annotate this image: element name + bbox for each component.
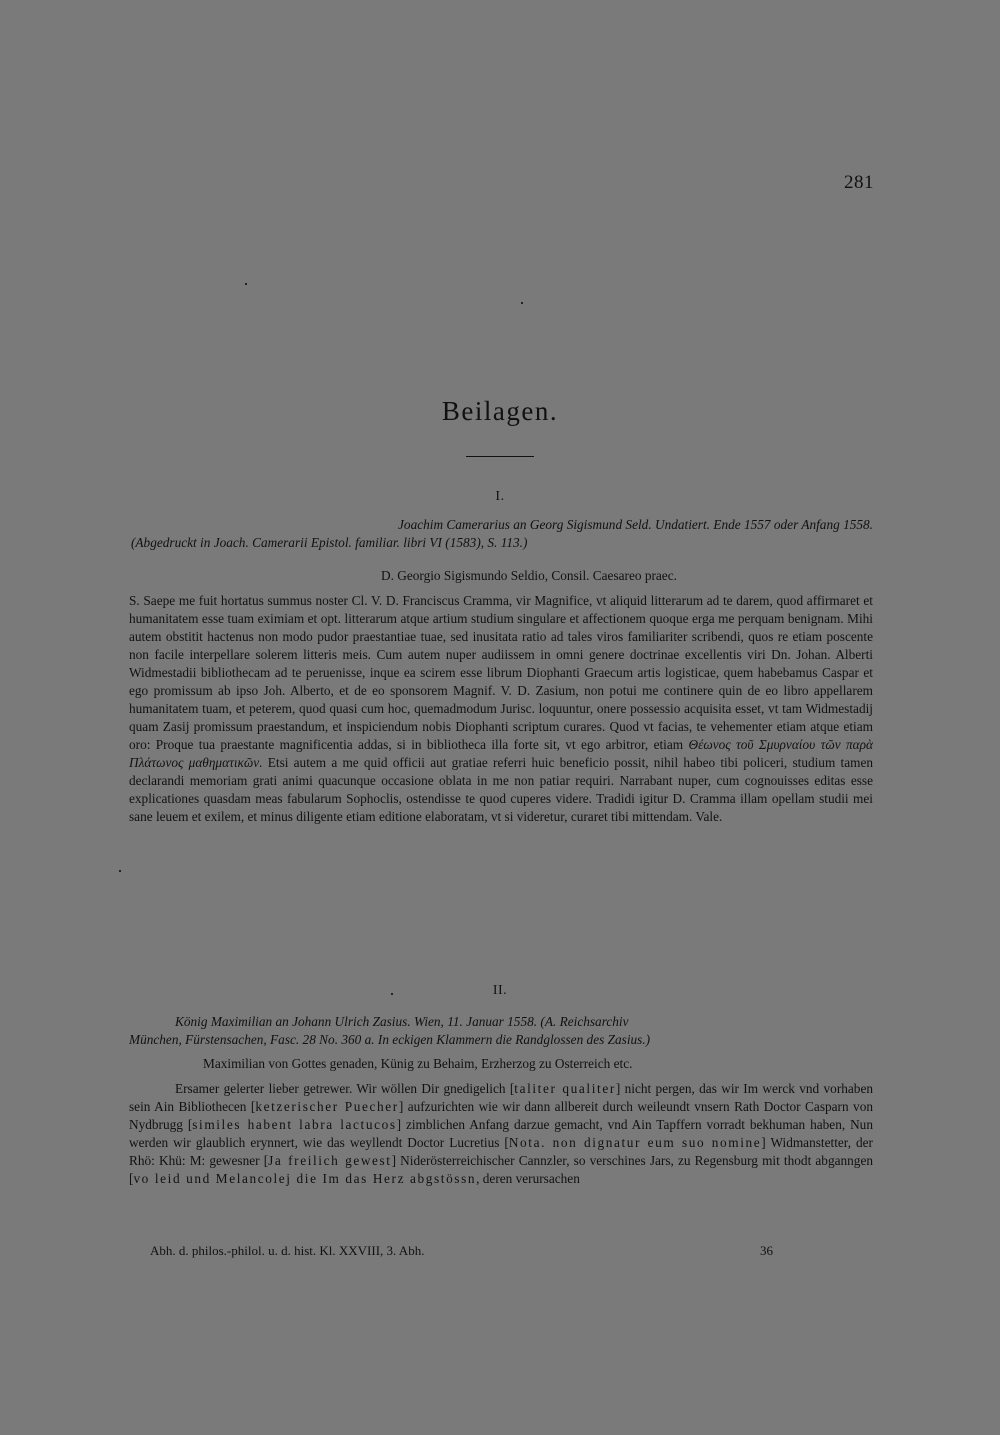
letter1-body-text: S. Saepe me fuit hortatus summus noster Cl. V. D. Franciscus Cramma, vir Magnifice, vt aliquid litterarum ad te darem, quod affirmaret et humanitatem esse tuam eximiam et opt. litterarum atque artium studium singulare et affectionem quoque erga me perquam benignam. Mihi autem obstitit hactenus non modo pudor praestantiae tuae, sed inusitata ratio ad tales viros familiariter scribendi, quos re etiam poscente non facile interpellare solerem litteris meis. Cum autem nuper audiissem in omni genere doctrinae excellentis viri Dn. Johan. Alberti Widmestadii bibliothecam ad te peruenisse, inque ea scirem esse librum Diophanti Graecum artis logisticae, quem habebamus Caspar et ego promissum ab ipso Joh. Alberto, et de eo sponsorem Magnif. V. D. Zasium, non potui me continere quin de eo libro appellarem humanitatem tuam, et peterem, quod quasi cum hoc, quemadmodum Jurisc. loquuntur, onere possessio acquisita esset, vt tam Widmestadij quam Zasij promissum praestandum, et inspiciendum nobis Diophanti scriptum curares. Quod vt facias, te vehementer etiam atque etiam oro: Proque tua praestante magnificentia addas, si in bibliotheca illa forte sit, vt ego arbitror, etiam	[129, 593, 873, 752]
letter2-body-text: ] aufzurichten wie wir dann allbereit durch weileundt vnsern Rath Doctor Casparn von Nydbrugg [	[129, 1099, 874, 1132]
section-title: Beilagen.	[441, 396, 559, 426]
scan-speck	[521, 302, 523, 304]
scan-speck	[245, 283, 247, 285]
letter2-body-text: ] Widmanstetter, der Rhö: Khü: M: gewesner [	[129, 1135, 873, 1168]
title-rule	[466, 456, 534, 457]
marginal-gloss: Ja freilich gewest	[268, 1153, 392, 1168]
letter1-greek-title: Θέωνος τοῦ Σμυρναίου τῶν παρὰ Πλάτωνος μαθηματικῶν.	[129, 737, 873, 770]
letter2-body-text: ] nicht pergen, das wir Im werck vnd vorhaben sein Ain Bibliothecen [	[129, 1081, 873, 1114]
letter2-heading-line2: München, Fürstensachen, Fasc. 28 No. 360 a. In eckigen Klammern die Randglossen des Zasius.)	[129, 1032, 651, 1047]
marginal-gloss: vo leid und Melancolej die Im das Herz abgstössn	[133, 1171, 477, 1186]
letter1-heading	[129, 516, 873, 552]
letter2-body-text: Ersamer gelerter lieber getrewer. Wir wöllen Dir gnedigelich [	[175, 1081, 515, 1096]
letter2-body-text: ] Niderösterreichischer Cannzler, so verschines Jars, zu Regensburg mit thodt abganngen [	[129, 1153, 873, 1186]
letter1-address: D. Georgio Sigismundo Seldio, Consil. Caesareo praec.	[381, 568, 677, 583]
footer-publication: Abh. d. philos.-philol. u. d. hist. Kl. XXVIII, 3. Abh.	[150, 1243, 425, 1258]
letter1-heading-line2: (Abgedruckt in Joach. Camerarii Epistol. familiar. libri VI (1583), S. 113.)	[131, 535, 528, 550]
letter2-body-text: ] zimblichen Anfang darzue gemacht, vnd Ain Tapffern vorradt bekhuman haben, Nun werden wir glaublich erynnert, wie das weyllendt Doctor Lucretius [	[129, 1117, 873, 1150]
scan-speck	[119, 870, 121, 872]
marginal-gloss: Nota. non dignatur eum suo nomine	[508, 1135, 762, 1150]
letter1-heading-line1: Joachim Camerarius an Georg Sigismund Seld. Undatiert. Ende 1557 oder Anfang 1558.	[398, 517, 873, 532]
marginal-gloss: ketzerischer Puecher	[255, 1099, 399, 1114]
letter1-body-end: Etsi autem a me quid officii aut gratiae referri huic beneficio possit, nihil habeo tibi policeri, studium tamen declarandi memoriam grati animi quacunque occasione oblata in me non patiar requiri. Narrabant nuper, cum cognouisses editas esse explicationes quasdam meas fabularum Sophoclis, ostendisse te quod cuperes videre. Tradidi igitur D. Cramma illam opellam studii mei sane leuem et exilem, et minus diligente etiam editione elaboratam, vt si videretur, curaret tibi mittendam. Vale.	[129, 755, 873, 824]
letter2-body	[129, 1080, 873, 1188]
letter2-address: Maximilian von Gottes genaden, Künig zu Behaim, Erzherzog zu Osterreich etc.	[203, 1056, 633, 1071]
letter2-heading	[129, 1013, 873, 1049]
page-number: 281	[844, 172, 874, 193]
letter1-body	[129, 592, 873, 826]
letter2-heading-line1: König Maximilian an Johann Ulrich Zasius. Wien, 11. Januar 1558. (A. Reichsarchiv	[175, 1014, 629, 1029]
letter2-numeral: II.	[492, 983, 508, 998]
marginal-gloss: taliter qualiter	[514, 1081, 616, 1096]
scan-speck	[391, 993, 393, 995]
letter1-numeral: I.	[495, 489, 505, 504]
footer-signature: 36	[760, 1243, 773, 1258]
marginal-gloss: similes habent labra lactucos	[192, 1117, 397, 1132]
letter2-body-text: , deren verursachen	[476, 1171, 580, 1186]
